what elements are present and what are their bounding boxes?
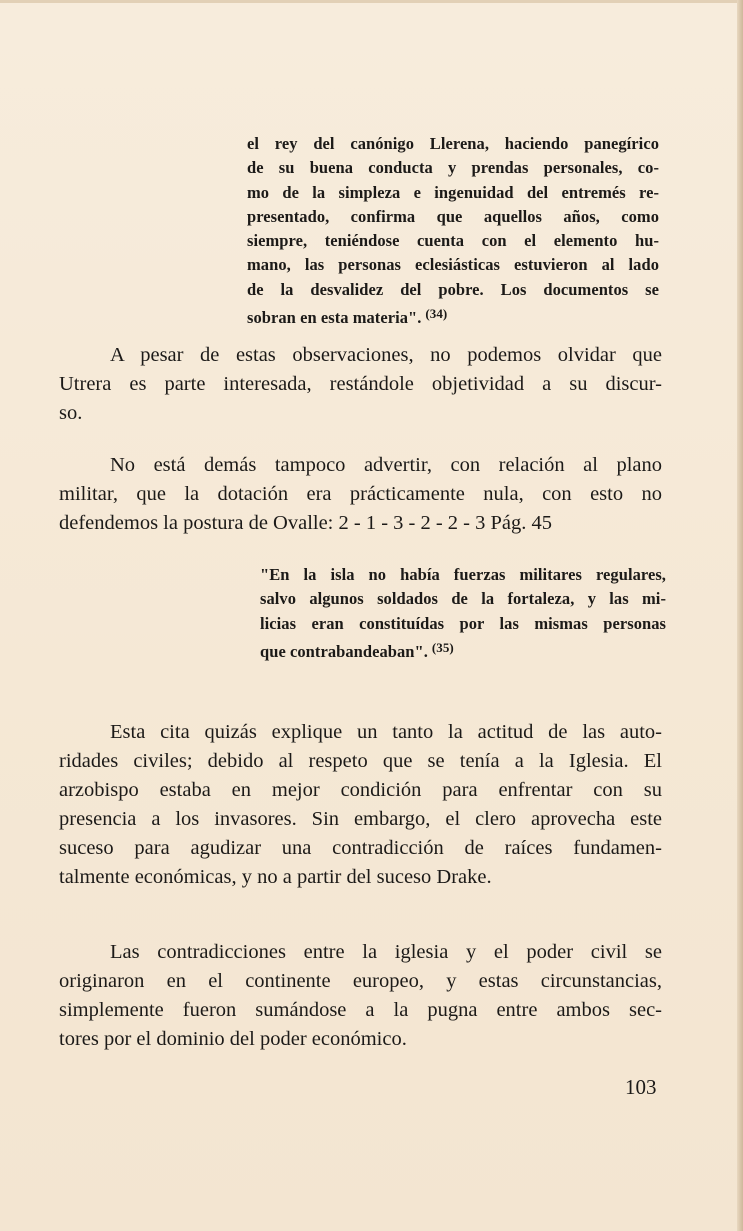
- paragraph-line: arzobispo estaba en mejor condición para enfrentar con su: [59, 779, 662, 801]
- paragraph: [59, 938, 662, 1054]
- quote-line: [247, 302, 659, 330]
- footnote-ref: (34): [425, 306, 448, 322]
- page-top-edge: [0, 0, 743, 3]
- paragraph-line: so.: [59, 402, 83, 424]
- paragraph-line: Esta cita quizás explique un tanto la actitud de las auto-: [110, 721, 662, 743]
- paragraph-line: presencia a los invasores. Sin embargo, el clero aprovecha este: [59, 808, 662, 830]
- quote-line: salvo algunos soldados de la fortaleza, y las mi-: [260, 589, 666, 609]
- footnote-ref: (35): [431, 639, 454, 655]
- block-quote-35: [260, 563, 666, 664]
- page-number: 103: [625, 1075, 657, 1099]
- paragraph-line: militar, que la dotación era prácticamente nula, con esto no: [59, 483, 662, 505]
- quote-line: mo de la simpleza e ingenuidad del entremés re-: [247, 182, 659, 202]
- paragraph: [59, 341, 662, 428]
- quote-line: de su buena conducta y prendas personales, co-: [247, 158, 659, 178]
- paragraph-line: Utrera es parte interesada, restándole objetividad a su discur-: [59, 373, 662, 395]
- quote-line: de la desvalidez del pobre. Los documentos se: [247, 279, 659, 299]
- quote-line-text: sobran en esta materia".: [247, 308, 422, 328]
- quote-line: licias eran constituídas por las mismas personas: [260, 613, 666, 633]
- quote-line: siempre, teniéndose cuenta con el elemento hu-: [247, 231, 659, 251]
- paragraph: [59, 718, 662, 892]
- paragraph-line: originaron en el continente europeo, y estas circunstancias,: [59, 970, 662, 992]
- paragraph-line: simplemente fueron sumándose a la pugna entre ambos sec-: [59, 999, 662, 1021]
- paragraph-line: talmente económicas, y no a partir del suceso Drake.: [59, 866, 492, 888]
- quote-line: mano, las personas eclesiásticas estuvieron al lado: [247, 255, 659, 275]
- paragraph-line: defendemos la postura de Ovalle: 2 - 1 - 3 - 2 - 2 - 3 Pág. 45: [59, 512, 553, 534]
- quote-line: [260, 636, 666, 664]
- quote-line: presentado, confirma que aquellos años, como: [247, 206, 659, 226]
- paragraph-line: suceso para agudizar una contradicción de raíces fundamen-: [59, 837, 662, 859]
- quote-line: "En la isla no había fuerzas militares regulares,: [260, 565, 666, 584]
- paragraph-line: No está demás tampoco advertir, con relación al plano: [110, 454, 662, 476]
- paragraph-line: A pesar de estas observaciones, no podemos olvidar que: [110, 344, 662, 366]
- paragraph-line: ridades civiles; debido al respeto que se tenía a la Iglesia. El: [59, 750, 662, 772]
- paragraph-line: tores por el dominio del poder económico.: [59, 1028, 407, 1050]
- quote-line-text: que contrabandeaban".: [260, 641, 428, 661]
- quote-line: el rey del canónigo Llerena, haciendo panegírico: [247, 134, 659, 153]
- paragraph-line: Las contradicciones entre la iglesia y el poder civil se: [110, 941, 662, 963]
- block-quote-34: [247, 132, 659, 330]
- paragraph: [59, 451, 662, 538]
- page-right-edge: [737, 0, 743, 1231]
